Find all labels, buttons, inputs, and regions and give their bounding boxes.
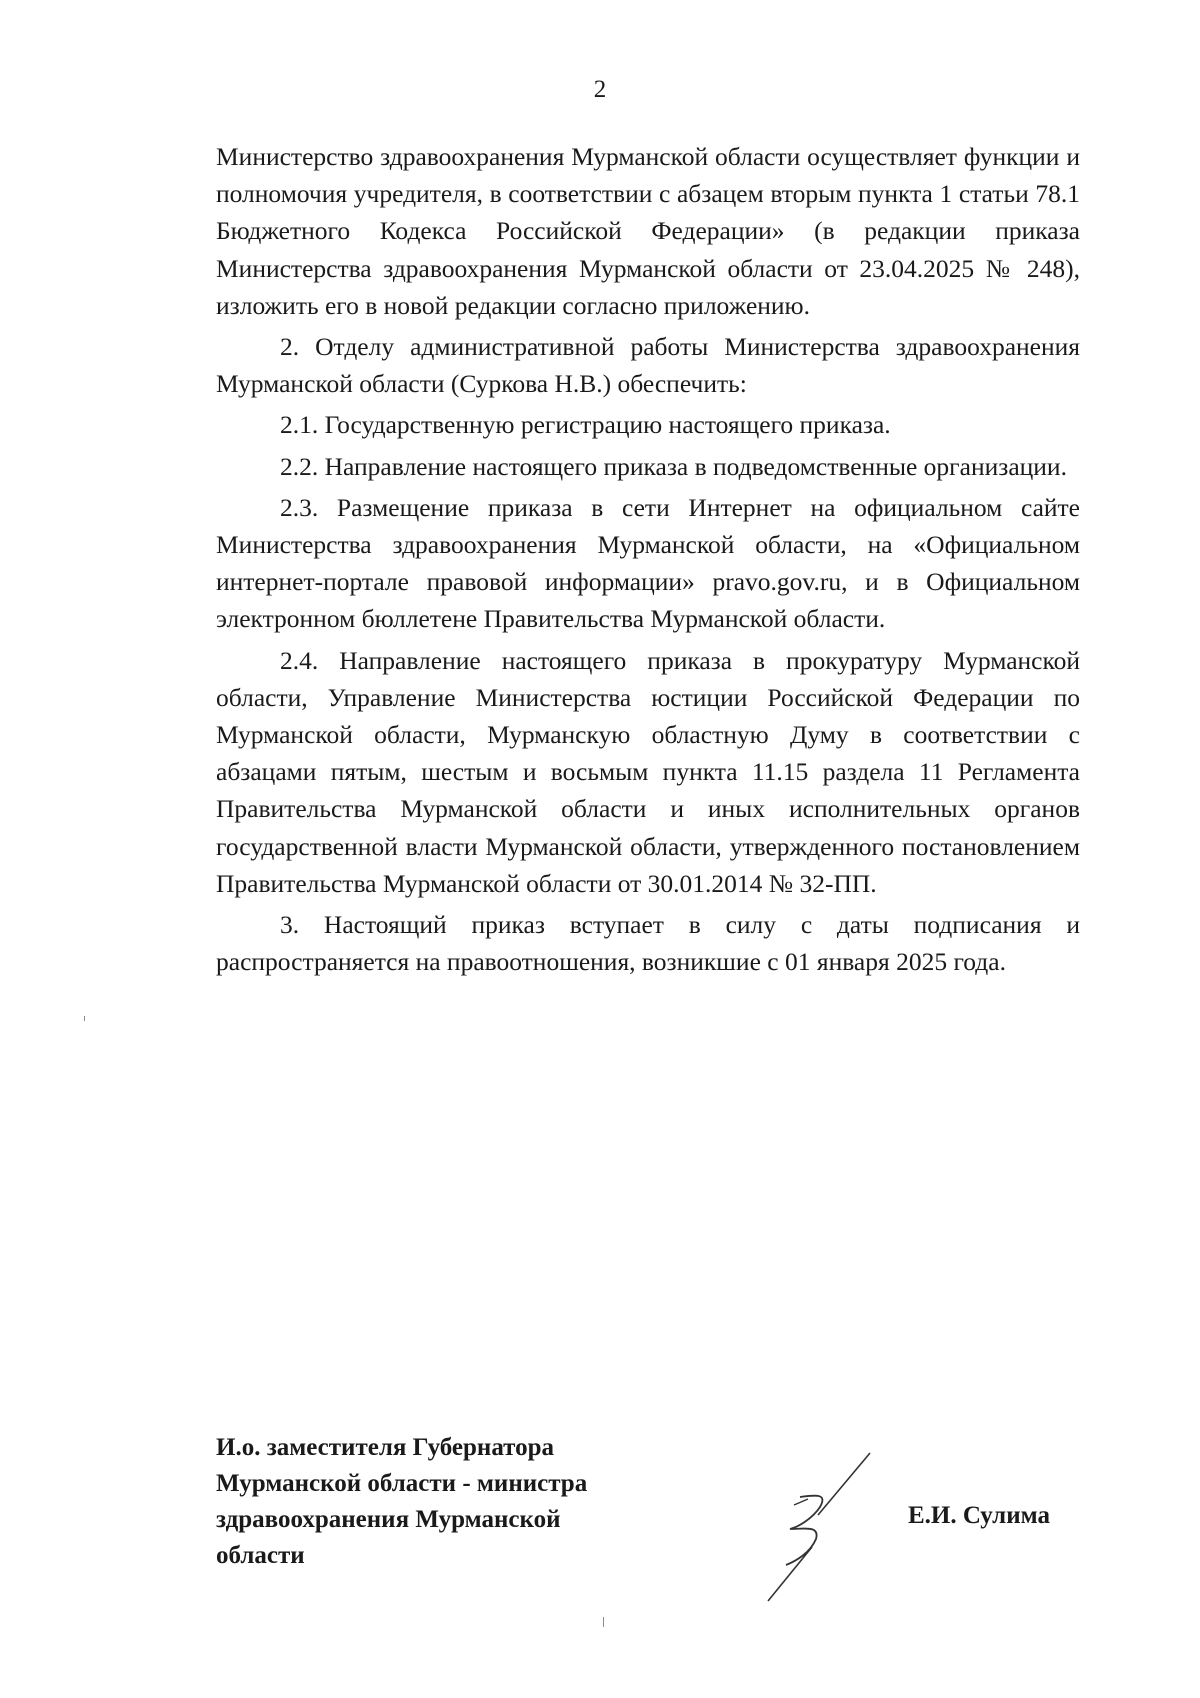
paragraph-item-2-4: 2.4. Направление настоящего приказа в прокуратуру Мурманской области, Управление Министерства юстиции Российской Федерации по Мурманской области, Мурманскую областную Думу в соответствии с абзацами пятым, шестым и восьмым пункта 11.15 раздела 11 Регламента Правительства Мурманской области и иных исполнительных органов государственной власти Мурманской области, утвержденного постановлением Правительства Мурманской области от 30.01.2014 № 32-ПП. bbox=[216, 645, 1080, 898]
paragraph-continuation: Министерство здравоохранения Мурманской области осуществляет функции и полномочия учредителя, в соответствии с абзацем вторым пункта 1 статьи 78.1 Бюджетного Кодекса Российской Федерации» (в редакции приказа Министерства здравоохранения Мурманской области от 23.04.2025 № 248), изложить его в новой редакции согласно приложению. bbox=[216, 142, 1080, 320]
signatory-title-line: здравоохранения Мурманской bbox=[216, 1506, 561, 1533]
scan-artifact bbox=[603, 1617, 604, 1627]
paragraph-item-2-3: 2.3. Размещение приказа в сети Интернет на официальном сайте Министерства здравоохранения Мурманской области, на «Официальном интернет-портале правовой информации» pravo.gov.ru, и в Официальном электронном бюллетене Правительства Мурманской области. bbox=[216, 492, 1080, 634]
paragraph-item-2-1: 2.1. Государственную регистрацию настоящего приказа. bbox=[280, 410, 891, 440]
page-number: 2 bbox=[593, 76, 607, 103]
handwritten-signature bbox=[760, 1445, 880, 1605]
scan-artifact bbox=[84, 1016, 85, 1021]
document-body bbox=[216, 138, 1080, 984]
signatory-title bbox=[216, 1430, 636, 1574]
signatory-title-line: И.о. заместителя Губернатора bbox=[216, 1434, 555, 1461]
signatory-title-line: Мурманской области - министра bbox=[216, 1470, 588, 1497]
paragraph-item-3: 3. Настоящий приказ вступает в силу с даты подписания и распространяется на правоотношения, возникшие с 01 января 2025 года. bbox=[216, 910, 1080, 977]
signatory-title-line: области bbox=[216, 1542, 305, 1569]
paragraph-item-2-2: 2.2. Направление настоящего приказа в подведомственные организации. bbox=[280, 451, 1067, 481]
signatory-name: Е.И. Сулима bbox=[908, 1502, 1050, 1529]
paragraph-item-2: 2. Отделу административной работы Министерства здравоохранения Мурманской области (Суркова Н.В.) обеспечить: bbox=[216, 332, 1080, 399]
